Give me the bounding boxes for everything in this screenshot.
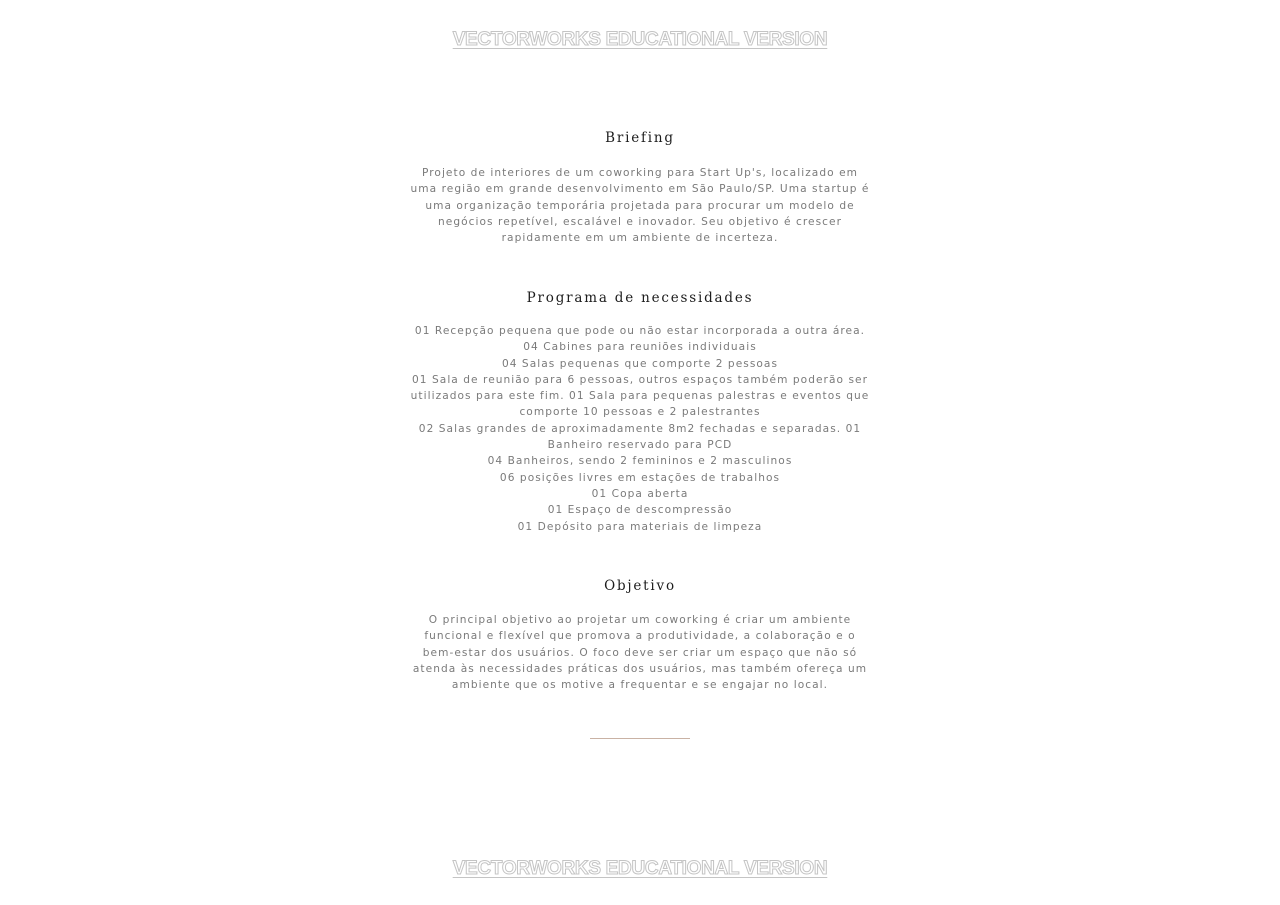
list-item: 01 Recepção pequena que pode ou não estar incorporada a outra área. (414, 325, 866, 337)
objetivo-text: O principal objetivo ao projetar um coworking é criar um ambiente funcional e flexível que promova a produtividade, a colaboração e o bem-estar dos usuários. O foco deve ser criar um espaço que não só atenda às necessidades práticas dos usuários, mas também ofereça um ambiente que os motive a frequentar e se engajar no local. (412, 614, 868, 692)
list-item: 06 posições livres em estações de trabalhos (499, 471, 781, 484)
list-item: 04 Cabines para reuniões individuais (523, 341, 757, 354)
programa-title: Programa de necessidades (526, 290, 754, 306)
briefing-title: Briefing (605, 130, 675, 146)
divider-line (590, 738, 690, 739)
watermark-top: VECTORWORKS EDUCATIONAL VERSION (452, 29, 828, 50)
list-item: 01 Sala de reunião para 6 pessoas, outros espaços também poderão ser utilizados para este fim. 01 Sala para pequenas palestras e eventos que comporte 10 pessoas e 2 palestrantes (410, 373, 870, 419)
watermark-bottom: VECTORWORKS EDUCATIONAL VERSION (452, 858, 828, 879)
list-item: 02 Salas grandes de aproximadamente 8m2 fechadas e separadas. 01 Banheiro reservado para PCD (418, 422, 862, 452)
list-item: 01 Copa aberta (591, 487, 689, 500)
list-item: 04 Salas pequenas que comporte 2 pessoas (501, 357, 779, 370)
list-item: 01 Depósito para materiais de limpeza (517, 520, 763, 533)
briefing-text: Projeto de interiores de um coworking para Start Up's, localizado em uma região em grande desenvolvimento em São Paulo/SP. Uma startup é uma organização temporária projetada para procurar um modelo de negócios repetível, escalável e inovador. Seu objetivo é crescer rapidamente em um ambiente de incerteza. (410, 167, 870, 245)
programa-list (405, 323, 875, 535)
objetivo-title: Objetivo (604, 578, 676, 594)
list-item: 01 Espaço de descompressão (547, 504, 733, 517)
list-item: 04 Banheiros, sendo 2 femininos e 2 masculinos (487, 455, 793, 468)
